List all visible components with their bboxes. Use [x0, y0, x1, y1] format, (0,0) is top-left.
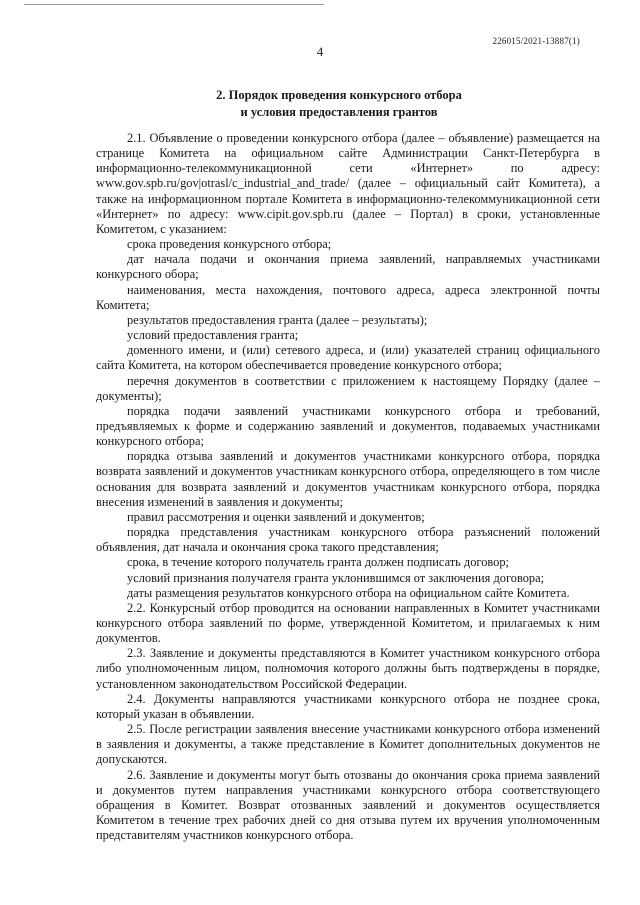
list-item: срока, в течение которого получатель гранта должен подписать договор; [127, 555, 509, 570]
list-item: порядка представления участникам конкурсного отбора разъяснений положений объявления, дат начала и окончания срока такого представления; [96, 525, 600, 555]
list-item: дат начала подачи и окончания приема заявлений, направляемых участниками конкурсного обора; [96, 252, 600, 282]
paragraph-2-3: 2.3. Заявление и документы представляются в Комитет участником конкурсного отбора либо уполномоченным лицом, полномочия которого должны быть подтверждены в порядке, установленном законодательством Российской Федерации. [96, 646, 600, 691]
list-item: срока проведения конкурсного отбора; [127, 237, 332, 252]
paragraph-2-4: 2.4. Документы направляются участниками конкурсного отбора не позднее срока, который указан в объявлении. [96, 691, 600, 721]
scan-edge-line [24, 4, 324, 5]
document-number: 226015/2021-13887(1) [492, 36, 580, 46]
list-item: правил рассмотрения и оценки заявлений и документов; [127, 509, 425, 524]
document-body [96, 131, 600, 843]
paragraph-2-6: 2.6. Заявление и документы могут быть отозваны до окончания срока приема заявлений и документов путем направления участниками конкурсного отбора соответствующего обращения в Комитет. Возврат отозванных заявлений и документов осуществляется Комитетом в течение трех рабочих дней со дня отзыва путем их вручения уполномоченным представителям участников конкурсного отбора. [96, 767, 600, 843]
section-heading [96, 87, 582, 121]
list-item: даты размещения результатов конкурсного отбора на официальном сайте Комитета. [127, 585, 570, 600]
list-item: условий предоставления гранта; [127, 328, 299, 343]
section-title-line-2: и условия предоставления грантов [240, 105, 438, 119]
list-item: перечня документов в соответствии с приложением к настоящему Порядку (далее – документы); [96, 373, 600, 403]
paragraph-2-5: 2.5. После регистрации заявления внесение участниками конкурсного отбора изменений в заявления и документы, а также представление в Комитет дополнительных документов не допускаются. [96, 722, 600, 767]
paragraph-2-1: 2.1. Объявление о проведении конкурсного отбора (далее – объявление) размещается на странице Комитета на официальном сайте Администрации Санкт-Петербурга в информационно-телекоммуникационной сети «Интернет» по адресу: www.gov.spb.ru/gov|otrasl/c_industrial_and_trade/ (далее – официальный сайт Комитета), а также на информационном портале Комитета в информационно-телекоммуникационной сети «Интернет» по адресу: www.cipit.gov.spb.ru (далее – Портал) в сроки, установленные Комитетом, с указанием: [96, 131, 600, 236]
list-item: порядка подачи заявлений участниками конкурсного отбора и требований, предъявляемых к форме и содержанию заявлений и документов, подаваемых участниками конкурсного отбора; [96, 403, 600, 449]
list-item: доменного имени, и (или) сетевого адреса, и (или) указателей страниц официального сайта Комитета, на котором обеспечивается проведение конкурсного отбора; [96, 343, 600, 373]
section-title-line-1: 2. Порядок проведения конкурсного отбора [216, 88, 462, 102]
paragraph-2-2: 2.2. Конкурсный отбор проводится на основании направленных в Комитет участниками конкурсного отбора заявлений по форме, утвержденной Комитетом, и прилагаемых к ним документов. [96, 600, 600, 646]
list-item: наименования, места нахождения, почтового адреса, адреса электронной почты Комитета; [96, 282, 600, 312]
list-item: порядка отзыва заявлений и документов участниками конкурсного отбора, порядка возврата заявлений и документов участникам конкурсного отбора, определяющего в том числе основания для возврата заявлений и документов участникам конкурсного отбора, порядка внесения изменений в заявления и документы; [96, 449, 600, 509]
page-number: 4 [316, 44, 324, 59]
list-item: результатов предоставления гранта (далее – результаты); [127, 312, 428, 327]
list-item: условий признания получателя гранта уклонившимся от заключения договора; [127, 570, 545, 585]
